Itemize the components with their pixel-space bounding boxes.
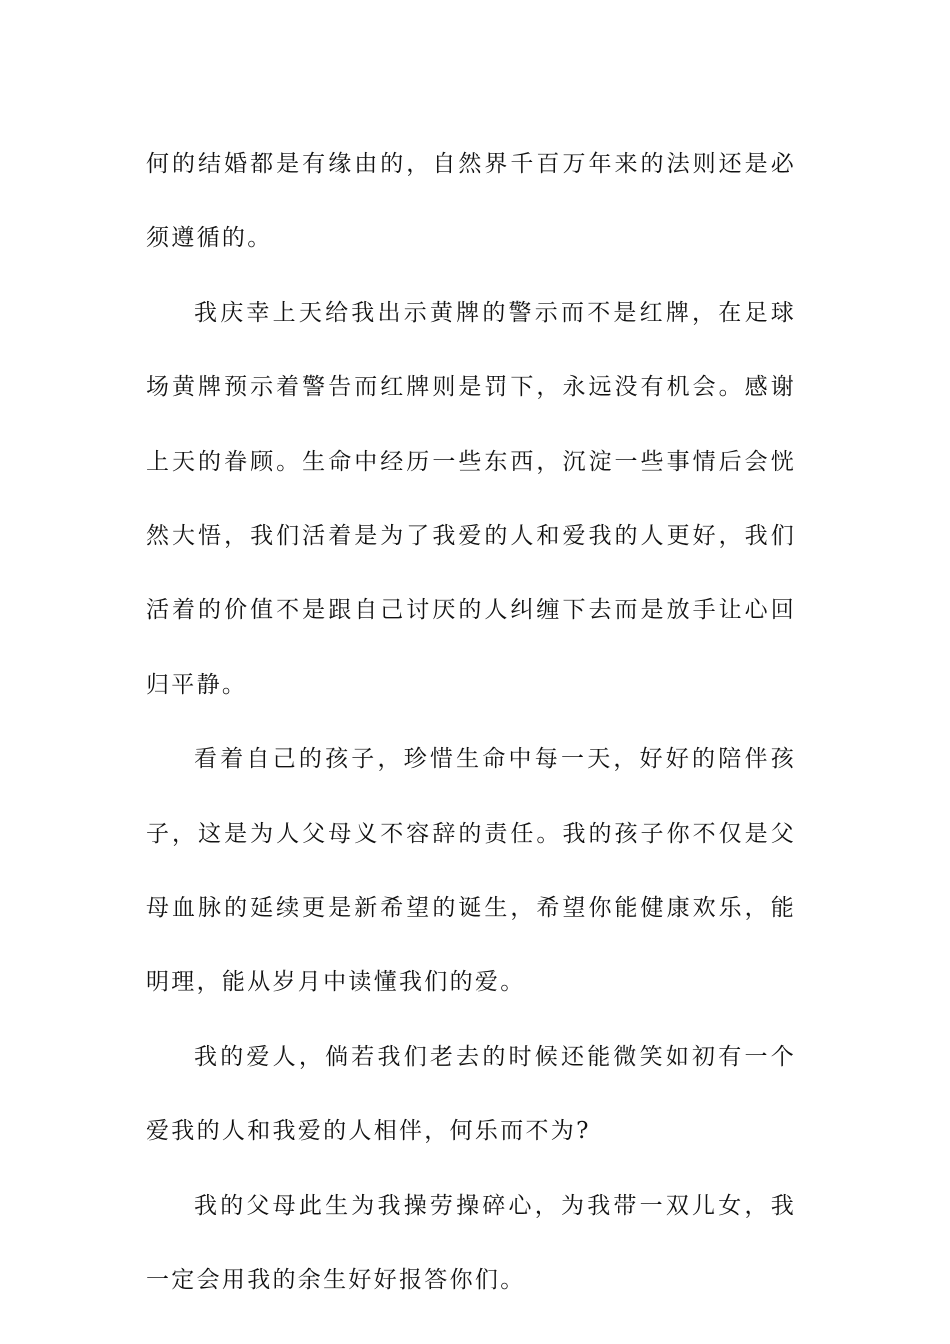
paragraph-5: 我的父母此生为我操劳操碎心，为我带一双儿女，我一定会用我的余生好好报答你们。 <box>146 1192 796 1294</box>
paragraph-4: 我的爱人，倘若我们老去的时候还能微笑如初有一个爱我的人和我爱的人相伴，何乐而不为? <box>146 1043 796 1145</box>
document-body <box>146 127 796 1318</box>
paragraph-2: 我庆幸上天给我出示黄牌的警示而不是红牌，在足球场黄牌预示着警告而红牌则是罚下，永远没有机会。感谢上天的眷顾。生命中经历一些东西，沉淀一些事情后会恍然大悟，我们活着是为了我爱的人和爱我的人更好，我们活着的价值不是跟自己讨厌的人纠缠下去而是放手让心回归平静。 <box>146 299 796 698</box>
paragraph-1: 何的结婚都是有缘由的，自然界千百万年来的法则还是必须遵循的。 <box>146 151 796 252</box>
paragraph-3: 看着自己的孩子，珍惜生命中每一天，好好的陪伴孩子，这是为人父母义不容辞的责任。我的孩子你不仅是父母血脉的延续更是新希望的诞生，希望你能健康欢乐，能明理，能从岁月中读懂我们的爱。 <box>146 746 796 996</box>
